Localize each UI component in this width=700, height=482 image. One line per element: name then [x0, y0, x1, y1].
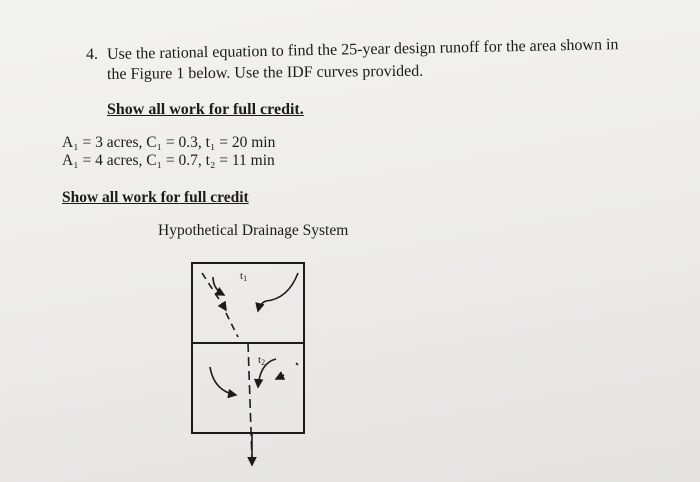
- drainage-diagram: [180, 255, 320, 475]
- subbasin-2-flow-arrows: [210, 343, 298, 460]
- question-text-line-1: Use the rational equation to find the 25-year design runoff for the area shown in: [106, 36, 619, 63]
- label-t2: t2: [258, 354, 266, 367]
- question-number: 4.: [86, 46, 98, 63]
- subbasin-1-box: [192, 263, 304, 343]
- subbasin-1-flow-arrows: [202, 273, 298, 337]
- subbasin-2-box: [192, 343, 304, 433]
- label-t1: t1: [240, 270, 248, 283]
- figure-title: Hypothetical Drainage System: [158, 222, 349, 239]
- show-work-instruction-2: Show all work for full credit: [62, 189, 249, 206]
- show-work-instruction-1: Show all work for full credit.: [107, 101, 304, 118]
- question-text-line-2: the Figure 1 below. Use the IDF curves provided.: [106, 62, 424, 83]
- given-area-1: A₁ = 3 acres, C₁ = 0.3, t₁ = 20 min: [62, 134, 276, 151]
- given-area-2: A₁ = 4 acres, C₁ = 0.7, t₂ = 11 min: [62, 152, 275, 169]
